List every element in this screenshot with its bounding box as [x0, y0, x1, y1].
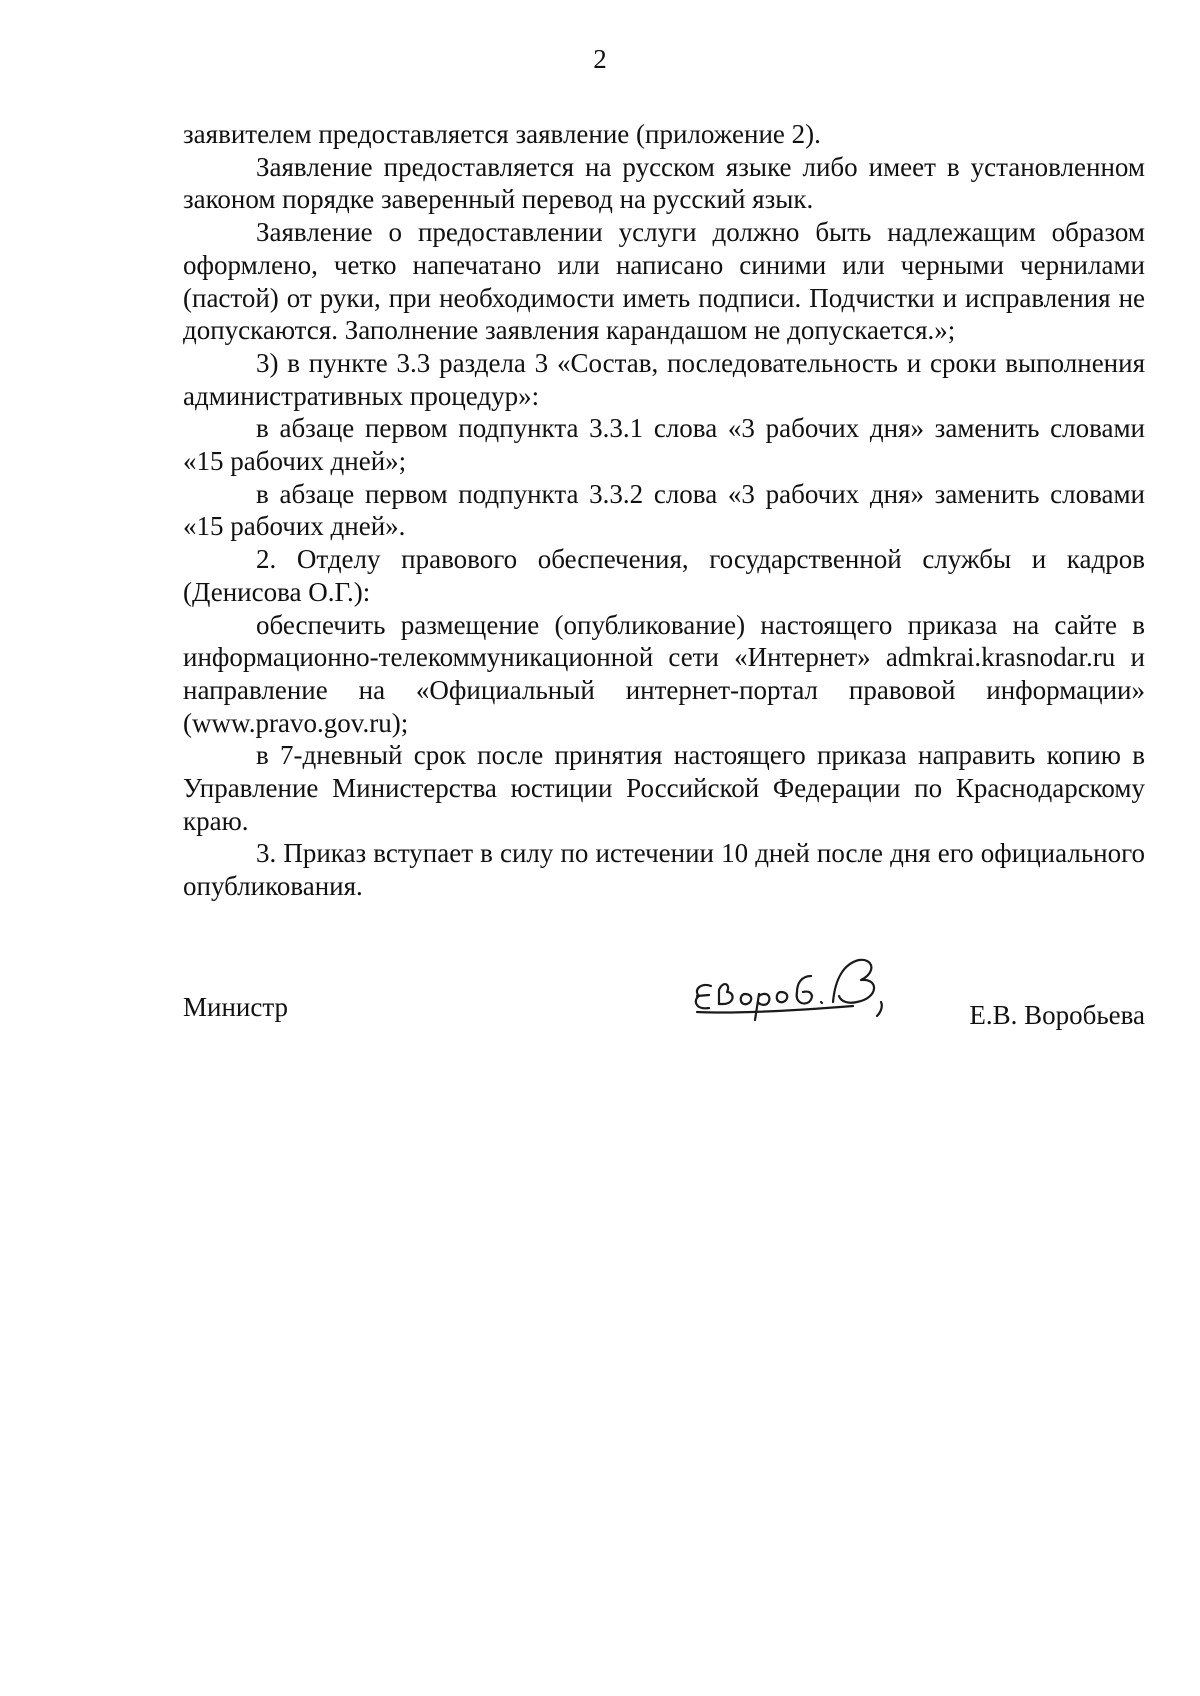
- paragraph: обеспечить размещение (опубликование) настоящего приказа на сайте в информационно-телекоммуникационной сети «Интернет» admkrai.krasnodar.ru и направление на «Официальный интернет-портал правовой информации» (www.pravo.gov.ru);: [183, 609, 1145, 738]
- position-title: Министр: [183, 992, 288, 1022]
- paragraph: заявителем предоставляется заявление (приложение 2).: [183, 119, 821, 149]
- paragraph: в абзаце первом подпункта 3.3.1 слова «3 рабочих дня» заменить словами «15 рабочих дней»;: [183, 413, 1145, 477]
- signer-name: Е.В. Воробьева: [969, 1000, 1145, 1030]
- signature-block: [183, 940, 1145, 1038]
- page-number: 2: [593, 44, 607, 74]
- paragraph: Заявление о предоставлении услуги должно быть надлежащим образом оформлено, четко напечатано или написано синими или черными чернилами (пастой) от руки, при необходимости иметь подписи. Подчистки и исправления не допускаются. Заполнение заявления карандашом не допускается.»;: [183, 217, 1145, 346]
- paragraph: 3. Приказ вступает в силу по истечении 10 дней после дня его официального опубликования.: [183, 838, 1145, 902]
- paragraph: в 7-дневный срок после принятия настоящего приказа направить копию в Управление Министерства юстиции Российской Федерации по Краснодарскому краю.: [183, 740, 1145, 836]
- handwritten-signature: [683, 940, 913, 1030]
- signature-text: Евороб.в,: [683, 940, 688, 941]
- document-body: [183, 118, 1145, 903]
- paragraph: Заявление предоставляется на русском языке либо имеет в установленном законом порядке заверенный перевод на русский язык.: [183, 151, 1145, 215]
- paragraph: 2. Отделу правового обеспечения, государственной службы и кадров (Денисова О.Г.):: [183, 544, 1145, 607]
- paragraph: 3) в пункте 3.3 раздела 3 «Состав, последовательность и сроки выполнения административных процедур»:: [183, 347, 1145, 411]
- paragraph: в абзаце первом подпункта 3.3.2 слова «3 рабочих дня» заменить словами «15 рабочих дней».: [183, 478, 1145, 542]
